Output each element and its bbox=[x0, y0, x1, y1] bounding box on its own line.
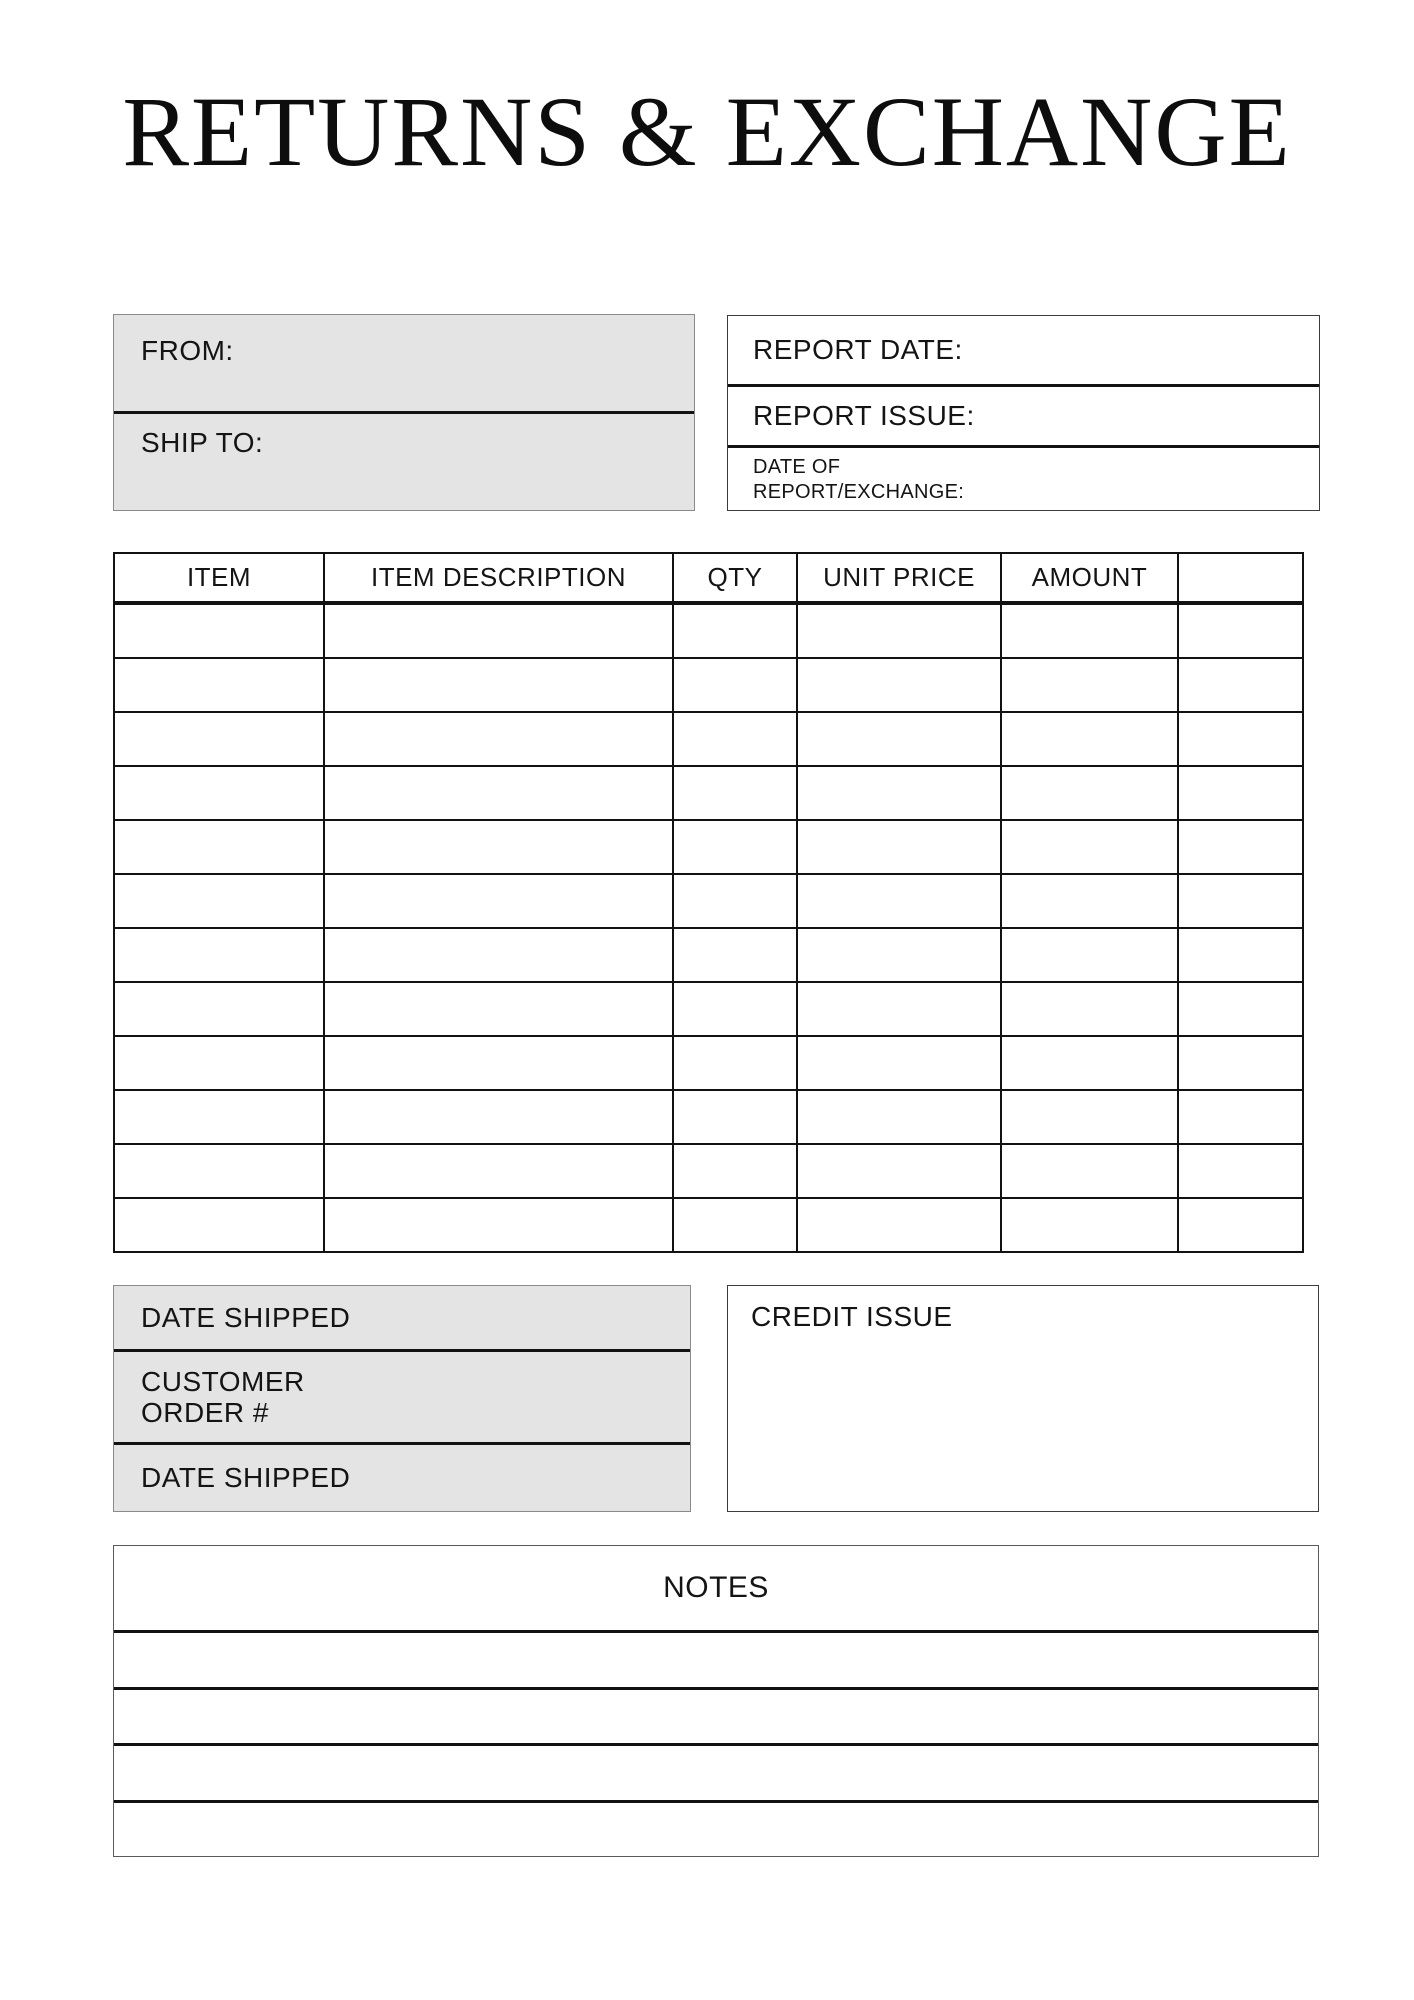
item-cell[interactable] bbox=[1001, 982, 1178, 1036]
customer-order-label: CUSTOMER ORDER # bbox=[141, 1366, 305, 1428]
notes-header bbox=[114, 1546, 1318, 1630]
item-cell[interactable] bbox=[324, 712, 673, 766]
date-shipped-field[interactable] bbox=[114, 1286, 690, 1352]
table-row bbox=[114, 820, 1303, 874]
table-row bbox=[114, 1036, 1303, 1090]
table-row bbox=[114, 712, 1303, 766]
credit-issue-label: CREDIT ISSUE bbox=[751, 1301, 953, 1332]
item-cell[interactable] bbox=[1178, 982, 1303, 1036]
customer-order-field[interactable] bbox=[114, 1352, 690, 1445]
item-cell[interactable] bbox=[1001, 1036, 1178, 1090]
item-cell[interactable] bbox=[1178, 1090, 1303, 1144]
item-cell[interactable] bbox=[114, 820, 324, 874]
item-cell[interactable] bbox=[114, 603, 324, 658]
item-cell[interactable] bbox=[1001, 712, 1178, 766]
item-cell[interactable] bbox=[114, 928, 324, 982]
item-cell[interactable] bbox=[324, 658, 673, 712]
items-table-container bbox=[113, 552, 1302, 1253]
item-cell[interactable] bbox=[1178, 766, 1303, 820]
item-cell[interactable] bbox=[114, 766, 324, 820]
item-cell[interactable] bbox=[324, 766, 673, 820]
item-cell[interactable] bbox=[324, 928, 673, 982]
item-cell[interactable] bbox=[673, 712, 797, 766]
date-shipped-label: DATE SHIPPED bbox=[141, 1301, 351, 1333]
item-cell[interactable] bbox=[114, 874, 324, 928]
notes-line[interactable] bbox=[114, 1687, 1318, 1744]
item-cell[interactable] bbox=[1001, 658, 1178, 712]
item-cell[interactable] bbox=[324, 603, 673, 658]
item-cell[interactable] bbox=[1178, 820, 1303, 874]
ship-to-label: SHIP TO: bbox=[141, 427, 264, 458]
notes-lines bbox=[114, 1630, 1318, 1856]
item-cell[interactable] bbox=[673, 658, 797, 712]
item-cell[interactable] bbox=[797, 1036, 1001, 1090]
item-cell[interactable] bbox=[797, 712, 1001, 766]
item-cell[interactable] bbox=[1001, 874, 1178, 928]
report-date-label: REPORT DATE: bbox=[753, 334, 963, 365]
notes-line[interactable] bbox=[114, 1630, 1318, 1687]
item-cell[interactable] bbox=[114, 1198, 324, 1252]
table-row bbox=[114, 928, 1303, 982]
item-cell[interactable] bbox=[673, 874, 797, 928]
notes-line[interactable] bbox=[114, 1743, 1318, 1800]
column-header: ITEM bbox=[114, 553, 324, 603]
notes-panel bbox=[113, 1545, 1319, 1857]
column-header: QTY bbox=[673, 553, 797, 603]
table-row bbox=[114, 1144, 1303, 1198]
item-cell[interactable] bbox=[114, 712, 324, 766]
item-cell[interactable] bbox=[324, 1144, 673, 1198]
item-cell[interactable] bbox=[1001, 1198, 1178, 1252]
item-cell[interactable] bbox=[797, 603, 1001, 658]
table-row bbox=[114, 874, 1303, 928]
item-cell[interactable] bbox=[1001, 603, 1178, 658]
item-cell[interactable] bbox=[673, 928, 797, 982]
table-row bbox=[114, 658, 1303, 712]
column-header: UNIT PRICE bbox=[797, 553, 1001, 603]
item-cell[interactable] bbox=[797, 820, 1001, 874]
item-cell[interactable] bbox=[1178, 928, 1303, 982]
date-shipped-2-label: DATE SHIPPED bbox=[141, 1462, 351, 1493]
item-cell[interactable] bbox=[114, 658, 324, 712]
column-header bbox=[1178, 553, 1303, 603]
item-cell[interactable] bbox=[1001, 1144, 1178, 1198]
column-header: AMOUNT bbox=[1001, 553, 1178, 603]
item-cell[interactable] bbox=[1178, 658, 1303, 712]
item-cell[interactable] bbox=[114, 1036, 324, 1090]
address-panel bbox=[113, 314, 695, 511]
item-cell[interactable] bbox=[114, 1090, 324, 1144]
item-cell[interactable] bbox=[1001, 766, 1178, 820]
item-cell[interactable] bbox=[114, 982, 324, 1036]
table-row bbox=[114, 982, 1303, 1036]
column-header: ITEM DESCRIPTION bbox=[324, 553, 673, 603]
notes-label: NOTES bbox=[663, 1571, 769, 1604]
item-cell[interactable] bbox=[1178, 874, 1303, 928]
item-cell[interactable] bbox=[1178, 1144, 1303, 1198]
shipping-panel bbox=[113, 1285, 691, 1512]
item-cell[interactable] bbox=[797, 1198, 1001, 1252]
credit-issue-field[interactable] bbox=[727, 1285, 1319, 1512]
date-shipped-2-field[interactable] bbox=[114, 1445, 690, 1511]
item-cell[interactable] bbox=[797, 928, 1001, 982]
item-cell[interactable] bbox=[1178, 1036, 1303, 1090]
item-cell[interactable] bbox=[324, 1036, 673, 1090]
item-cell[interactable] bbox=[673, 820, 797, 874]
item-cell[interactable] bbox=[114, 1144, 324, 1198]
report-exchange-date-field[interactable] bbox=[728, 448, 1319, 510]
item-cell[interactable] bbox=[797, 1090, 1001, 1144]
item-cell[interactable] bbox=[1001, 1090, 1178, 1144]
item-cell[interactable] bbox=[797, 874, 1001, 928]
item-cell[interactable] bbox=[673, 1090, 797, 1144]
item-cell[interactable] bbox=[324, 1090, 673, 1144]
report-issue-label: REPORT ISSUE: bbox=[753, 400, 975, 431]
table-row bbox=[114, 603, 1303, 658]
item-cell[interactable] bbox=[324, 982, 673, 1036]
item-cell[interactable] bbox=[673, 1144, 797, 1198]
report-panel bbox=[727, 315, 1320, 511]
item-cell[interactable] bbox=[324, 1198, 673, 1252]
table-row bbox=[114, 1198, 1303, 1252]
item-cell[interactable] bbox=[797, 766, 1001, 820]
item-cell[interactable] bbox=[797, 658, 1001, 712]
item-cell[interactable] bbox=[673, 982, 797, 1036]
report-exchange-date-label: DATE OF REPORT/EXCHANGE: bbox=[753, 456, 965, 503]
item-cell[interactable] bbox=[1178, 603, 1303, 658]
report-issue-field[interactable] bbox=[728, 387, 1319, 448]
item-cell[interactable] bbox=[673, 766, 797, 820]
items-table-body bbox=[114, 603, 1303, 1252]
table-row bbox=[114, 1090, 1303, 1144]
notes-line[interactable] bbox=[114, 1800, 1318, 1857]
from-label: FROM: bbox=[141, 335, 234, 366]
table-row bbox=[114, 766, 1303, 820]
item-cell[interactable] bbox=[673, 1198, 797, 1252]
item-cell[interactable] bbox=[1178, 712, 1303, 766]
items-table-header-row bbox=[114, 553, 1303, 603]
item-cell[interactable] bbox=[1001, 820, 1178, 874]
page-title: RETURNS & EXCHANGE bbox=[122, 76, 1292, 187]
item-cell[interactable] bbox=[673, 603, 797, 658]
item-cell[interactable] bbox=[797, 982, 1001, 1036]
item-cell[interactable] bbox=[324, 874, 673, 928]
ship-to-field[interactable] bbox=[114, 414, 694, 510]
item-cell[interactable] bbox=[324, 820, 673, 874]
item-cell[interactable] bbox=[797, 1144, 1001, 1198]
item-cell[interactable] bbox=[673, 1036, 797, 1090]
report-date-field[interactable] bbox=[728, 316, 1319, 387]
item-cell[interactable] bbox=[1178, 1198, 1303, 1252]
items-table bbox=[113, 552, 1304, 1253]
from-field[interactable] bbox=[114, 315, 694, 414]
item-cell[interactable] bbox=[1001, 928, 1178, 982]
